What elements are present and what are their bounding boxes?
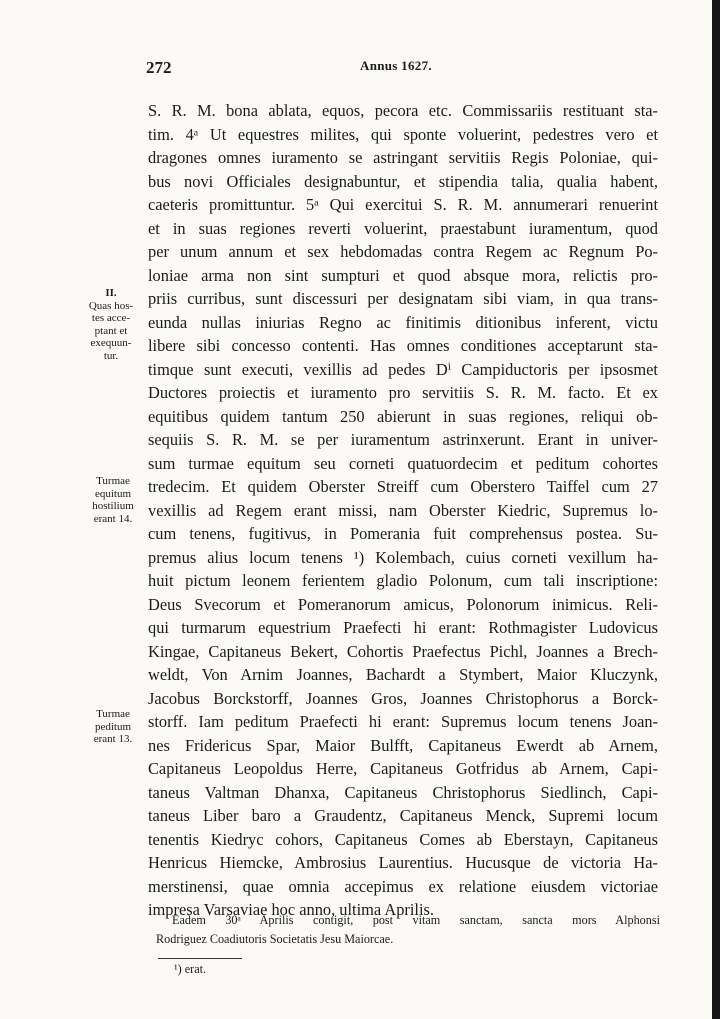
text-line: nes Fridericus Spar, Maior Bulfft, Capitaneus Ewerdt ab Arnem, bbox=[148, 735, 658, 755]
scan-edge-shadow bbox=[712, 0, 720, 1019]
text-line: sum turmae equitum seu corneti quatuordecim et peditum cohortes bbox=[148, 453, 658, 473]
text-line: tenentis Kiedryc cohors, Capitaneus Comes ab Eberstayn, Capitaneus bbox=[148, 829, 658, 849]
margin-note-line: hostilium bbox=[92, 500, 134, 512]
text-line: et in suas regiones reverti voluerint, praestabunt iuramentum, quod bbox=[148, 218, 658, 238]
running-title: Annus 1627. bbox=[360, 58, 432, 73]
text-line: cum tenens, fugitivus, in Pomerania fuit comprehensus postea. Su- bbox=[148, 524, 658, 543]
text-line: equitibus quidem tantum 250 abierunt in suas regiones, reliqui ob- bbox=[148, 406, 658, 426]
text-line: vexillis ad Regem erant missi, nam Oberster Kiedric, Supremus lo- bbox=[148, 500, 658, 520]
margin-note-turmae-equitum bbox=[80, 475, 146, 525]
text-line: Deus Svecorum et Pomeranorum amicus, Polonorum inimicus. Reli- bbox=[148, 594, 658, 614]
margin-note-line: exequun- bbox=[90, 337, 132, 349]
text-line: loniae arma non sint sumpturi et quod absque mora, relictis pro- bbox=[148, 265, 658, 285]
text-line: Henricus Hiemcke, Ambrosius Laurentius. Hucusque de victoria Ha- bbox=[148, 853, 658, 872]
text-line: dragones omnes iuramento se astringant servitiis Regis Poloniae, qui- bbox=[148, 148, 658, 167]
margin-note-turmae-peditum bbox=[80, 708, 146, 746]
text-line: tim. 4ᵃ Ut equestres milites, qui sponte voluerint, pedestres vero et bbox=[148, 124, 658, 144]
margin-note-line: tur. bbox=[103, 349, 119, 362]
text-line: weldt, Von Arnim Joannes, Bachardt a Stymbert, Maior Kluczynk, bbox=[148, 665, 658, 684]
margin-note-line: erant 14. bbox=[93, 512, 133, 525]
margin-note-line: equitum bbox=[94, 487, 132, 500]
margin-note-quas-hostes bbox=[78, 287, 144, 362]
margin-note-line: II. bbox=[105, 287, 117, 299]
text-line: qui turmarum equestrium Praefecti hi erant: Rothmagister Ludovicus bbox=[148, 618, 658, 637]
note-line: Rodriguez Coadiutoris Societatis Jesu Maiorcae. bbox=[156, 932, 394, 946]
text-line: Jacobus Borckstorff, Joannes Gros, Joannes Christophorus a Borck- bbox=[148, 688, 658, 708]
page-header bbox=[146, 58, 656, 82]
margin-note-line: tes acce- bbox=[91, 312, 131, 324]
text-line: eunda nullas iniurias Regno ac finitimis ditionibus inferent, victu bbox=[148, 312, 658, 332]
margin-note-line: Quas hos- bbox=[88, 299, 134, 312]
text-line: bus novi Officiales designabuntur, et stipendia talia, qualia habent, bbox=[148, 171, 658, 191]
text-line: Kingae, Capitaneus Bekert, Cohortis Praefectus Pichl, Joannes a Brech- bbox=[148, 641, 658, 661]
main-text bbox=[148, 99, 658, 922]
text-line: taneus Valtman Dhanxa, Capitaneus Christophorus Siedlinch, Capi- bbox=[148, 782, 658, 802]
text-line: libere sibi concesso contenti. Has omnes conditiones acceptarunt sta- bbox=[148, 336, 658, 355]
text-line: Capitaneus Leopoldus Herre, Capitaneus Gotfridus ab Arnem, Capi- bbox=[148, 759, 658, 778]
text-line: timque sunt executi, vexillis ad pedes Dⁱ Campiductoris per ipsosmet bbox=[148, 359, 658, 379]
text-line: caeteris promittuntur. 5ᵃ Qui exercitui S. R. M. annumerari renuerint bbox=[148, 195, 658, 214]
text-line: premus alius locum tenens ¹) Kolembach, cuius corneti vexillum ha- bbox=[148, 547, 658, 567]
text-line: S. R. M. bona ablata, equos, pecora etc. Commissariis restituant sta- bbox=[148, 101, 658, 120]
closing-note bbox=[156, 911, 660, 949]
text-line: Ductores proiectis et iuramento pro servitiis S. R. M. facto. Et ex bbox=[148, 383, 658, 402]
page-number: 272 bbox=[146, 58, 172, 77]
text-line: per unum annum et sex hebdomadas contra Regem ac Regnum Po- bbox=[148, 242, 658, 261]
text-line: tredecim. Et quidem Oberster Streiff cum Oberstero Taiffel cum 27 bbox=[148, 477, 658, 496]
margin-note-line: ptant et bbox=[94, 324, 128, 337]
margin-note-line: Turmae bbox=[96, 475, 130, 487]
margin-note-line: Turmae bbox=[96, 708, 130, 720]
text-line: sequiis S. R. M. se per iuramentum astrinxerunt. Erant in univer- bbox=[148, 430, 658, 449]
margin-note-line: erant 13. bbox=[93, 733, 133, 745]
text-line: storff. Iam peditum Praefecti hi erant: Supremus locum tenens Joan- bbox=[148, 712, 658, 731]
text-line: huit pictum leonem ferientem gladio Polonum, cum tali inscriptione: bbox=[148, 571, 658, 590]
text-line: merstinensi, quae omnia accepimus ex relatione eiusdem victoriae bbox=[148, 876, 658, 896]
margin-note-line: peditum bbox=[94, 720, 132, 733]
text-line: priis curribus, sunt discessuri per designatam sibi viam, in qua trans- bbox=[148, 289, 658, 308]
footnote: ¹) erat. bbox=[174, 962, 207, 976]
text-line: impresa Varsaviae hoc anno, ultima Aprilis. bbox=[148, 900, 435, 919]
footnote-rule bbox=[158, 958, 242, 959]
text-line: taneus Liber baro a Graudentz, Capitaneus Menck, Supremi locum bbox=[148, 806, 658, 825]
note-line: Eadem 30ᵃ Aprilis contigit, post vitam sanctam, sancta mors Alphonsi bbox=[172, 913, 660, 927]
